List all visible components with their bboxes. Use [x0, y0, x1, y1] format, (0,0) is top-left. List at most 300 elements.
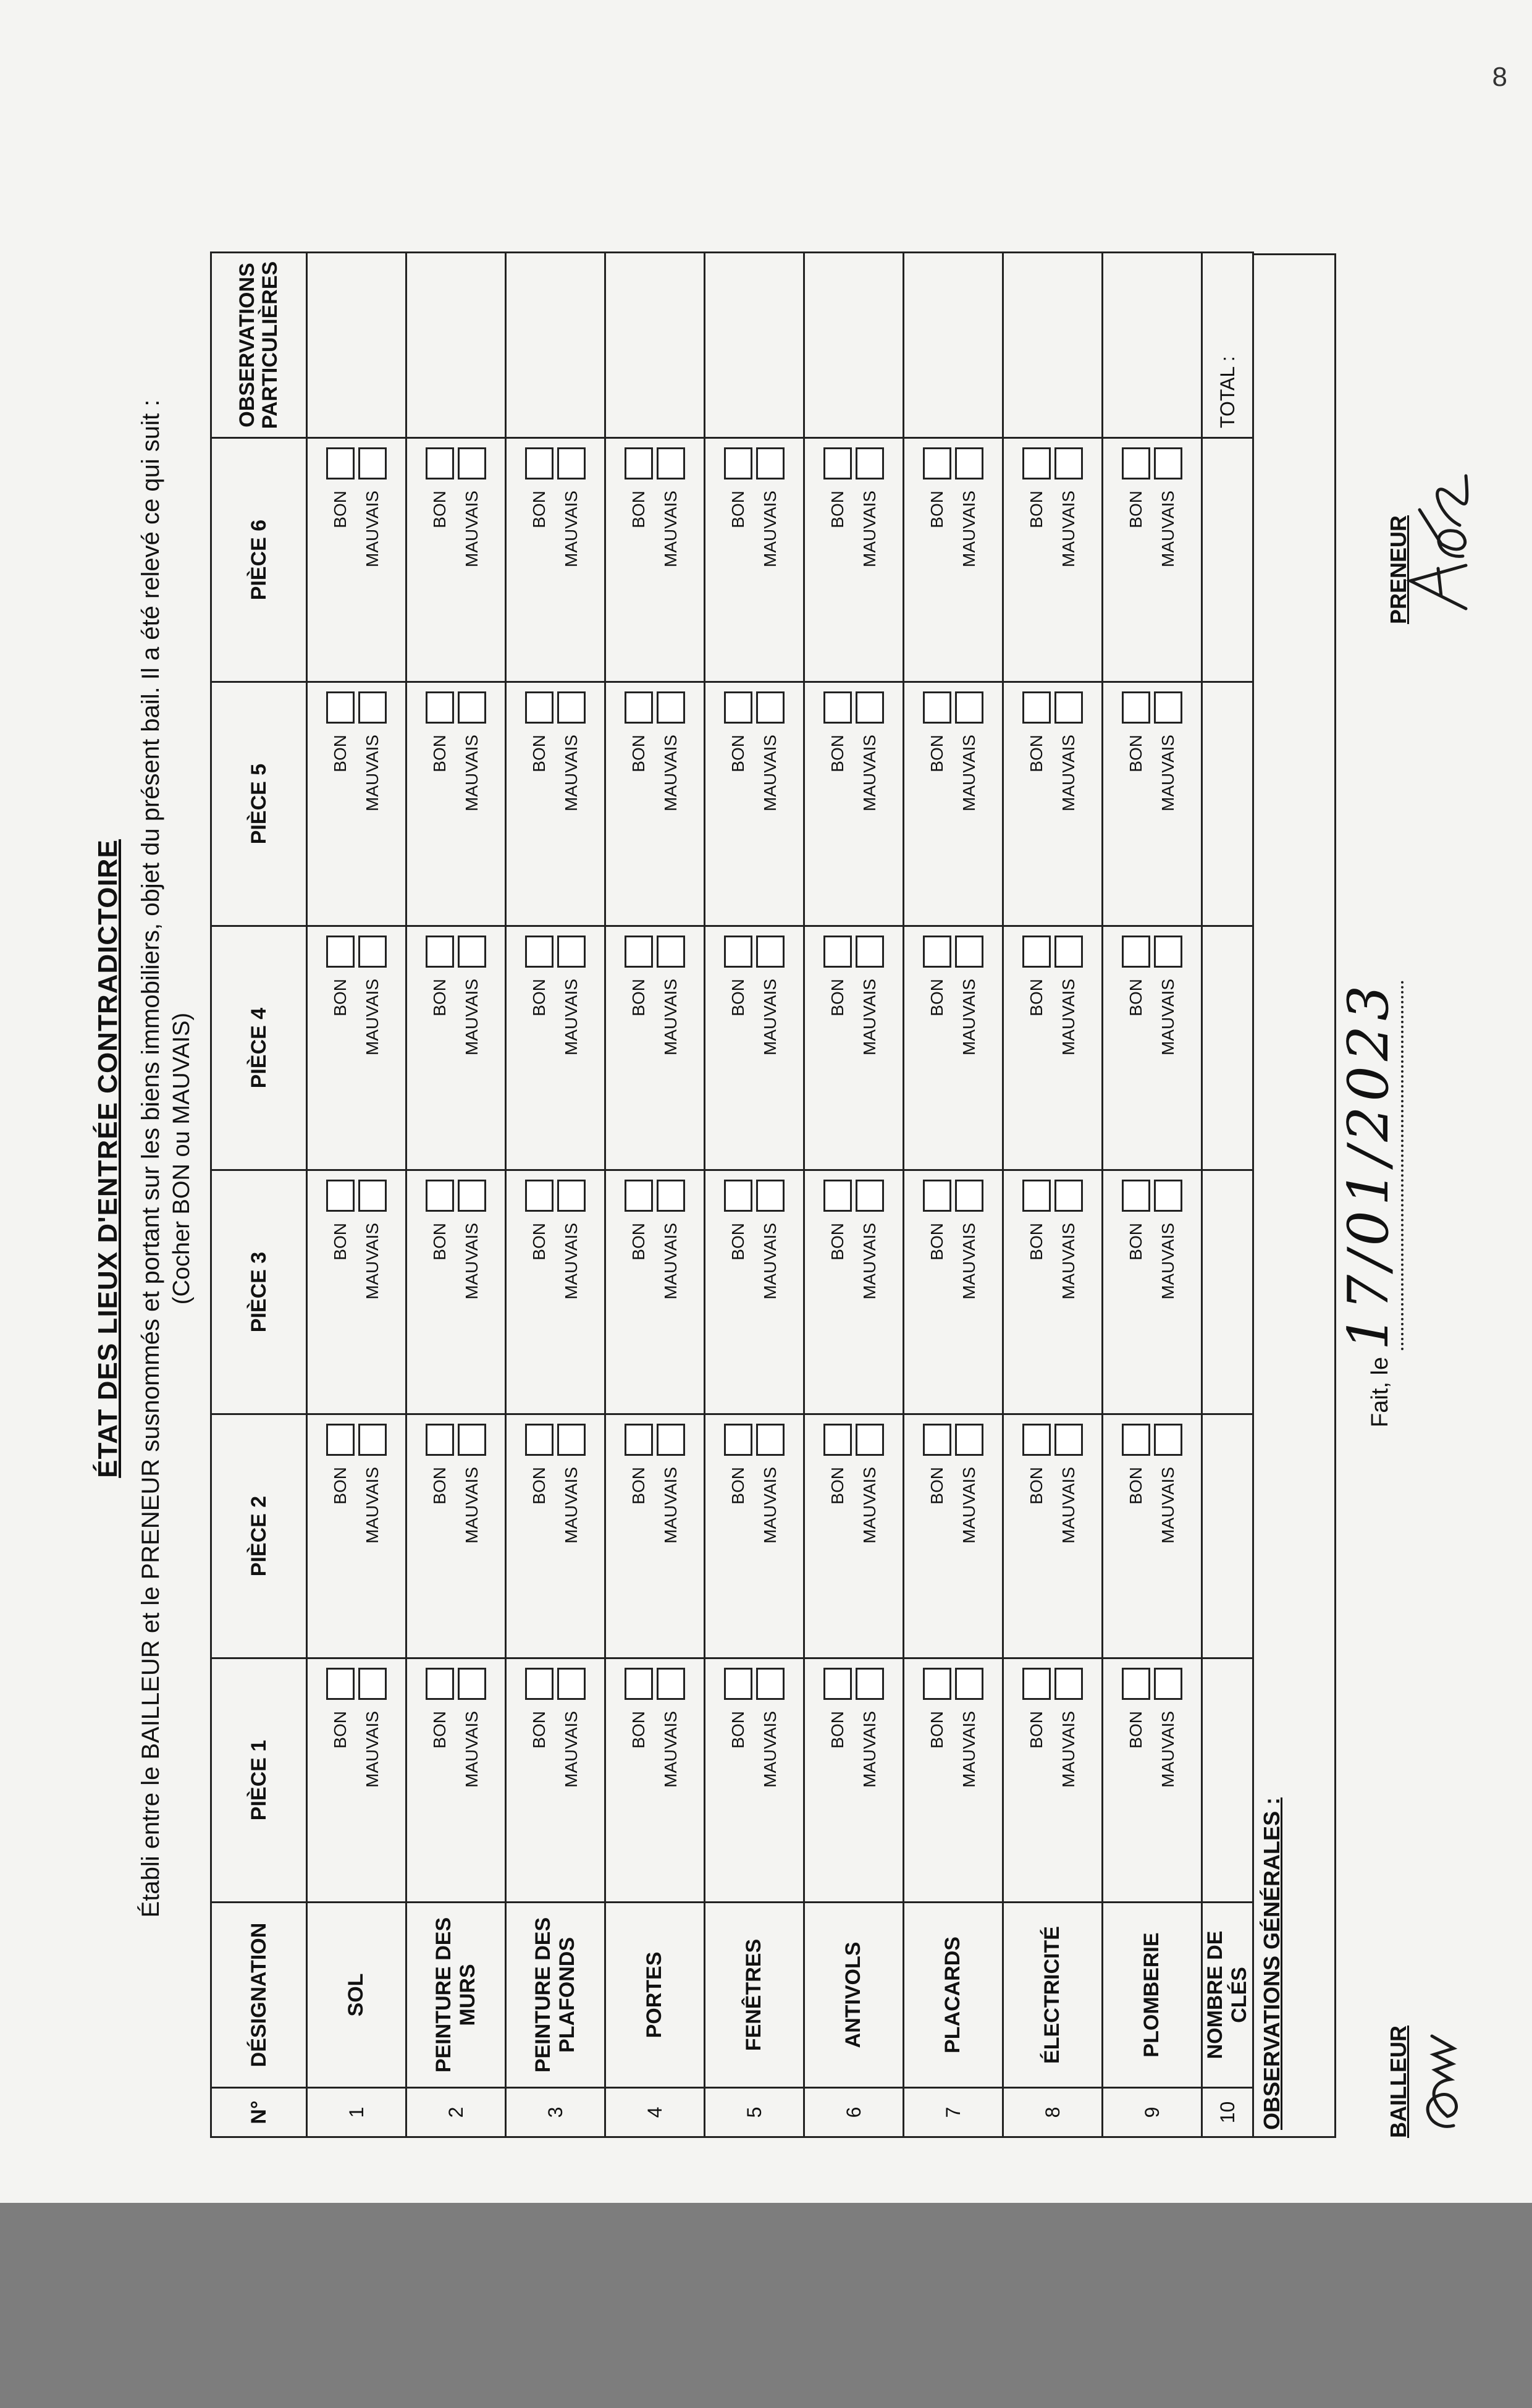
bon-label: BON	[330, 491, 350, 528]
option-bon	[523, 1424, 555, 1649]
mauvais-checkbox[interactable]	[1054, 1668, 1083, 1700]
bon-label: BON	[927, 1711, 946, 1749]
bon-label: BON	[728, 1711, 747, 1749]
condition-cell	[1003, 438, 1103, 682]
row-designation: PLACARDS	[904, 1903, 1003, 2088]
bon-checkbox[interactable]	[625, 936, 653, 968]
mauvais-checkbox[interactable]	[458, 447, 486, 479]
row-number: 5	[705, 2088, 804, 2137]
bon-label: BON	[728, 491, 747, 528]
row-number: 7	[904, 2088, 1003, 2137]
header-piece-4: PIÈCE 4	[211, 926, 307, 1170]
condition-cell	[605, 682, 705, 926]
mauvais-checkbox[interactable]	[1154, 691, 1182, 724]
mauvais-checkbox[interactable]	[756, 936, 785, 968]
bon-label: BON	[330, 979, 350, 1016]
bon-checkbox[interactable]	[625, 1180, 653, 1212]
option-mauvais	[1152, 447, 1184, 672]
mauvais-checkbox[interactable]	[657, 691, 685, 724]
bon-checkbox[interactable]	[625, 447, 653, 479]
keys-count-piece-5[interactable]	[1202, 682, 1253, 926]
mauvais-checkbox[interactable]	[657, 936, 685, 968]
bon-checkbox[interactable]	[1122, 1424, 1150, 1456]
option-bon	[921, 1668, 953, 1893]
mauvais-checkbox[interactable]	[756, 447, 785, 479]
option-bon	[324, 1668, 356, 1893]
page-number: 8	[1492, 62, 1507, 92]
general-observations-box[interactable]	[1254, 253, 1336, 2138]
bon-checkbox[interactable]	[1022, 936, 1051, 968]
row-designation: PEINTURE DES MURS	[406, 1903, 506, 2088]
mauvais-checkbox[interactable]	[358, 447, 387, 479]
mauvais-label: MAUVAIS	[1158, 979, 1177, 1055]
mauvais-label: MAUVAIS	[661, 491, 680, 567]
mauvais-label: MAUVAIS	[860, 735, 879, 811]
mauvais-label: MAUVAIS	[1158, 735, 1177, 811]
bon-label: BON	[529, 1711, 549, 1749]
bon-label: BON	[927, 979, 946, 1016]
row-observations[interactable]	[307, 253, 406, 438]
bon-checkbox[interactable]	[326, 936, 355, 968]
option-bon	[921, 691, 953, 916]
option-mauvais	[655, 936, 687, 1160]
condition-cell	[506, 1414, 605, 1658]
bon-checkbox[interactable]	[823, 691, 852, 724]
option-bon	[722, 691, 754, 916]
bon-checkbox[interactable]	[326, 447, 355, 479]
mauvais-checkbox[interactable]	[358, 1668, 387, 1700]
option-mauvais	[854, 1180, 886, 1405]
condition-cell	[705, 1170, 804, 1414]
bon-checkbox[interactable]	[326, 691, 355, 724]
mauvais-checkbox[interactable]	[1154, 447, 1182, 479]
bon-label: BON	[1126, 1711, 1145, 1749]
mauvais-label: MAUVAIS	[760, 1467, 780, 1544]
bailleur-signature-icon	[1404, 1977, 1472, 2138]
bailleur-label: BAILLEUR	[1386, 2026, 1412, 2138]
bon-checkbox[interactable]	[923, 936, 951, 968]
option-bon	[1120, 1668, 1152, 1893]
mauvais-label: MAUVAIS	[760, 979, 780, 1055]
mauvais-label: MAUVAIS	[959, 735, 979, 811]
date-handwritten: 17/01/2023	[1336, 981, 1404, 1351]
condition-cell	[1103, 682, 1202, 926]
option-mauvais	[1152, 691, 1184, 916]
bon-checkbox[interactable]	[625, 1668, 653, 1700]
bon-checkbox[interactable]	[525, 447, 553, 479]
instruction-suffix: )	[169, 1012, 195, 1021]
option-mauvais	[1152, 936, 1184, 1160]
mauvais-label: MAUVAIS	[462, 1467, 481, 1544]
bon-label: BON	[927, 1467, 946, 1505]
bon-label: BON	[330, 1467, 350, 1505]
mauvais-label: MAUVAIS	[1059, 735, 1078, 811]
mauvais-checkbox[interactable]	[657, 447, 685, 479]
mauvais-checkbox[interactable]	[458, 936, 486, 968]
option-mauvais	[1053, 1180, 1085, 1405]
option-mauvais	[1152, 1424, 1184, 1649]
bon-checkbox[interactable]	[923, 1424, 951, 1456]
option-bon	[1021, 1180, 1053, 1405]
mauvais-checkbox[interactable]	[856, 936, 884, 968]
mauvais-checkbox[interactable]	[358, 1180, 387, 1212]
mauvais-checkbox[interactable]	[756, 691, 785, 724]
row-observations[interactable]	[605, 253, 705, 438]
option-bon	[722, 447, 754, 672]
condition-cell	[804, 1414, 904, 1658]
option-bon	[523, 936, 555, 1160]
table-row	[506, 253, 605, 2137]
mauvais-checkbox[interactable]	[856, 691, 884, 724]
condition-cell	[605, 438, 705, 682]
option-mauvais	[754, 1668, 786, 1893]
mauvais-checkbox[interactable]	[557, 936, 586, 968]
mauvais-checkbox[interactable]	[1054, 447, 1083, 479]
option-bon	[623, 691, 655, 916]
mauvais-label: MAUVAIS	[462, 1711, 481, 1788]
condition-cell	[1103, 438, 1202, 682]
option-bon	[822, 691, 854, 916]
row-designation: FENÊTRES	[705, 1903, 804, 2088]
bon-checkbox[interactable]	[823, 1180, 852, 1212]
table-row	[904, 253, 1003, 2137]
bon-label: BON	[629, 735, 648, 772]
option-bon	[1120, 691, 1152, 916]
mauvais-checkbox[interactable]	[657, 1180, 685, 1212]
bon-checkbox[interactable]	[525, 1180, 553, 1212]
header-observations: OBSERVATIONS PARTICULIÈRES	[211, 253, 307, 438]
bon-checkbox[interactable]	[923, 447, 951, 479]
option-bon	[822, 1180, 854, 1405]
mauvais-checkbox[interactable]	[458, 1668, 486, 1700]
bon-label: BON	[828, 979, 847, 1016]
option-mauvais	[356, 447, 389, 672]
bon-checkbox[interactable]	[426, 1180, 454, 1212]
keys-count-piece-4[interactable]	[1202, 926, 1253, 1170]
mauvais-checkbox[interactable]	[856, 1668, 884, 1700]
row-designation: PLOMBERIE	[1103, 1903, 1202, 2088]
row-designation: SOL	[307, 1903, 406, 2088]
mauvais-label: MAUVAIS	[363, 1467, 382, 1544]
table-row	[605, 253, 705, 2137]
option-mauvais	[356, 1668, 389, 1893]
row-number: 2	[406, 2088, 506, 2137]
bon-checkbox[interactable]	[1022, 1180, 1051, 1212]
mauvais-checkbox[interactable]	[358, 691, 387, 724]
mauvais-label: MAUVAIS	[363, 1223, 382, 1299]
condition-cell	[406, 1414, 506, 1658]
table-body	[307, 253, 1253, 2137]
option-mauvais	[953, 691, 985, 916]
option-mauvais	[555, 1180, 587, 1405]
mauvais-checkbox[interactable]	[1154, 936, 1182, 968]
bon-label: BON	[629, 979, 648, 1016]
option-bon	[921, 1180, 953, 1405]
mauvais-checkbox[interactable]	[756, 1424, 785, 1456]
bon-label: BON	[828, 1223, 847, 1261]
bon-label: BON	[330, 1711, 350, 1749]
bon-checkbox[interactable]	[625, 1424, 653, 1456]
bon-checkbox[interactable]	[823, 936, 852, 968]
mauvais-label: MAUVAIS	[1059, 979, 1078, 1055]
keys-row-number: 10	[1202, 2088, 1253, 2137]
condition-cell	[904, 1414, 1003, 1658]
mauvais-checkbox[interactable]	[458, 691, 486, 724]
condition-cell	[1003, 1414, 1103, 1658]
option-mauvais	[655, 691, 687, 916]
bon-checkbox[interactable]	[426, 936, 454, 968]
mauvais-checkbox[interactable]	[1054, 691, 1083, 724]
bon-checkbox[interactable]	[1022, 447, 1051, 479]
bon-checkbox[interactable]	[923, 691, 951, 724]
bon-checkbox[interactable]	[724, 1668, 752, 1700]
mauvais-checkbox[interactable]	[1154, 1668, 1182, 1700]
option-mauvais	[854, 691, 886, 916]
condition-cell	[705, 1658, 804, 1903]
condition-cell	[804, 438, 904, 682]
condition-cell	[705, 926, 804, 1170]
fait-le-label: Fait, le	[1367, 1356, 1394, 1427]
option-bon	[1120, 1180, 1152, 1405]
bon-label: BON	[728, 1467, 747, 1505]
bon-label: BON	[728, 735, 747, 772]
mauvais-checkbox[interactable]	[1054, 936, 1083, 968]
bon-checkbox[interactable]	[823, 447, 852, 479]
mauvais-label: MAUVAIS	[363, 735, 382, 811]
condition-cell	[804, 1170, 904, 1414]
mauvais-label: MAUVAIS	[661, 1223, 680, 1299]
mauvais-checkbox[interactable]	[358, 1424, 387, 1456]
condition-cell	[705, 438, 804, 682]
bon-checkbox[interactable]	[923, 1668, 951, 1700]
row-observations[interactable]	[1003, 253, 1103, 438]
table-row	[307, 253, 406, 2137]
option-mauvais	[1152, 1180, 1184, 1405]
bon-checkbox[interactable]	[525, 1668, 553, 1700]
option-bon	[424, 936, 456, 1160]
preneur-label: PRENEUR	[1386, 515, 1412, 624]
bon-checkbox[interactable]	[426, 1424, 454, 1456]
option-bon	[424, 691, 456, 916]
rotated-form	[93, 154, 1412, 2163]
bon-checkbox[interactable]	[923, 1180, 951, 1212]
row-observations[interactable]	[804, 253, 904, 438]
keys-count-piece-3[interactable]	[1202, 1170, 1253, 1414]
option-bon	[1021, 691, 1053, 916]
option-mauvais	[356, 936, 389, 1160]
mauvais-label: MAUVAIS	[1059, 1711, 1078, 1788]
bon-label: BON	[1027, 979, 1046, 1016]
option-mauvais	[1053, 1668, 1085, 1893]
condition-cell	[605, 1414, 705, 1658]
mauvais-checkbox[interactable]	[557, 1180, 586, 1212]
mauvais-checkbox[interactable]	[1154, 1424, 1182, 1456]
option-mauvais	[854, 1424, 886, 1649]
mauvais-checkbox[interactable]	[1054, 1424, 1083, 1456]
option-bon	[523, 691, 555, 916]
inspection-table	[210, 251, 1254, 2138]
bon-label: BON	[927, 491, 946, 528]
row-observations[interactable]	[904, 253, 1003, 438]
keys-count-piece-1[interactable]	[1202, 1658, 1253, 1903]
bon-checkbox[interactable]	[1122, 691, 1150, 724]
condition-cell	[705, 682, 804, 926]
mauvais-label: MAUVAIS	[562, 735, 581, 811]
row-observations[interactable]	[506, 253, 605, 438]
table-row	[804, 253, 904, 2137]
bon-checkbox[interactable]	[1122, 447, 1150, 479]
bon-label: BON	[1027, 491, 1046, 528]
row-observations[interactable]	[705, 253, 804, 438]
bon-label: BON	[1126, 491, 1145, 528]
mauvais-label: MAUVAIS	[1059, 1467, 1078, 1544]
condition-cell	[804, 1658, 904, 1903]
mauvais-checkbox[interactable]	[458, 1180, 486, 1212]
row-designation: ANTIVOLS	[804, 1903, 904, 2088]
bon-checkbox[interactable]	[823, 1668, 852, 1700]
option-mauvais	[953, 1424, 985, 1649]
bon-checkbox[interactable]	[1022, 1668, 1051, 1700]
mauvais-checkbox[interactable]	[856, 1180, 884, 1212]
bon-label: BON	[430, 979, 449, 1016]
bon-checkbox[interactable]	[625, 691, 653, 724]
mauvais-checkbox[interactable]	[955, 1668, 983, 1700]
mauvais-checkbox[interactable]	[557, 1424, 586, 1456]
condition-cell	[1003, 926, 1103, 1170]
mauvais-label: MAUVAIS	[860, 979, 879, 1055]
mauvais-label: MAUVAIS	[959, 1467, 979, 1544]
mauvais-label: MAUVAIS	[1059, 491, 1078, 567]
bon-checkbox[interactable]	[724, 1424, 752, 1456]
bon-checkbox[interactable]	[426, 1668, 454, 1700]
bon-checkbox[interactable]	[724, 447, 752, 479]
option-bon	[1120, 1424, 1152, 1649]
mauvais-checkbox[interactable]	[955, 447, 983, 479]
mauvais-checkbox[interactable]	[955, 1180, 983, 1212]
condition-cell	[307, 926, 406, 1170]
bon-checkbox[interactable]	[724, 1180, 752, 1212]
bon-checkbox[interactable]	[724, 936, 752, 968]
general-observations-label: OBSERVATIONS GÉNÉRALES :	[1259, 1797, 1285, 2130]
condition-cell	[506, 438, 605, 682]
bon-label: BON	[629, 491, 648, 528]
condition-cell	[506, 1658, 605, 1903]
option-bon	[324, 936, 356, 1160]
header-piece-1: PIÈCE 1	[211, 1658, 307, 1903]
mauvais-checkbox[interactable]	[955, 1424, 983, 1456]
mauvais-checkbox[interactable]	[1154, 1180, 1182, 1212]
option-bon	[722, 1424, 754, 1649]
bon-checkbox[interactable]	[525, 691, 553, 724]
mauvais-checkbox[interactable]	[856, 1424, 884, 1456]
bon-label: BON	[828, 1711, 847, 1749]
mauvais-label: MAUVAIS	[661, 1711, 680, 1788]
keys-count-piece-6[interactable]	[1202, 438, 1253, 682]
mauvais-checkbox[interactable]	[657, 1668, 685, 1700]
bon-label: BON	[828, 1467, 847, 1505]
option-mauvais	[356, 691, 389, 916]
option-mauvais	[555, 1668, 587, 1893]
bon-checkbox[interactable]	[426, 447, 454, 479]
mauvais-checkbox[interactable]	[557, 691, 586, 724]
option-bon	[822, 447, 854, 672]
mauvais-checkbox[interactable]	[955, 691, 983, 724]
bon-label: BON	[828, 491, 847, 528]
bon-checkbox[interactable]	[823, 1424, 852, 1456]
option-mauvais	[655, 447, 687, 672]
option-mauvais	[953, 447, 985, 672]
mauvais-checkbox[interactable]	[756, 1668, 785, 1700]
mauvais-checkbox[interactable]	[955, 936, 983, 968]
option-mauvais	[1053, 691, 1085, 916]
mauvais-label: MAUVAIS	[760, 491, 780, 567]
condition-cell	[307, 438, 406, 682]
bon-checkbox[interactable]	[525, 1424, 553, 1456]
row-observations[interactable]	[406, 253, 506, 438]
mauvais-label: MAUVAIS	[562, 979, 581, 1055]
condition-cell	[705, 1414, 804, 1658]
preneur-signature-icon	[1398, 463, 1478, 618]
mauvais-checkbox[interactable]	[756, 1180, 785, 1212]
bon-checkbox[interactable]	[326, 1424, 355, 1456]
option-mauvais	[456, 1668, 488, 1893]
mauvais-checkbox[interactable]	[458, 1424, 486, 1456]
bon-checkbox[interactable]	[1122, 936, 1150, 968]
row-observations[interactable]	[1103, 253, 1202, 438]
mauvais-checkbox[interactable]	[557, 447, 586, 479]
mauvais-label: MAUVAIS	[363, 1711, 382, 1788]
mauvais-checkbox[interactable]	[358, 936, 387, 968]
option-bon	[324, 691, 356, 916]
mauvais-label: MAUVAIS	[1059, 1223, 1078, 1299]
mauvais-checkbox[interactable]	[657, 1424, 685, 1456]
mauvais-checkbox[interactable]	[1054, 1180, 1083, 1212]
keys-count-piece-2[interactable]	[1202, 1414, 1253, 1658]
mauvais-checkbox[interactable]	[557, 1668, 586, 1700]
bon-label: BON	[430, 491, 449, 528]
bon-checkbox[interactable]	[326, 1668, 355, 1700]
bon-checkbox[interactable]	[426, 691, 454, 724]
condition-cell	[1103, 1414, 1202, 1658]
option-bon	[822, 1424, 854, 1649]
bon-checkbox[interactable]	[1122, 1668, 1150, 1700]
bon-label: BON	[629, 1467, 648, 1505]
mauvais-label: MAUVAIS	[1158, 491, 1177, 567]
mauvais-label: MAUVAIS	[1158, 1467, 1177, 1544]
bon-label: BON	[1126, 979, 1145, 1016]
mauvais-label: MAUVAIS	[562, 1223, 581, 1299]
option-mauvais	[655, 1668, 687, 1893]
option-mauvais	[356, 1180, 389, 1405]
bon-checkbox[interactable]	[1122, 1180, 1150, 1212]
condition-cell	[406, 926, 506, 1170]
bon-label: BON	[529, 1467, 549, 1505]
option-mauvais	[555, 691, 587, 916]
bon-label: BON	[728, 1223, 747, 1261]
bon-checkbox[interactable]	[326, 1180, 355, 1212]
bon-checkbox[interactable]	[724, 691, 752, 724]
bon-checkbox[interactable]	[1022, 1424, 1051, 1456]
option-mauvais	[854, 447, 886, 672]
mauvais-label: MAUVAIS	[959, 979, 979, 1055]
bon-checkbox[interactable]	[525, 936, 553, 968]
condition-cell	[605, 1170, 705, 1414]
condition-cell	[1003, 682, 1103, 926]
bon-checkbox[interactable]	[1022, 691, 1051, 724]
option-bon	[424, 1180, 456, 1405]
mauvais-checkbox[interactable]	[856, 447, 884, 479]
mauvais-label: MAUVAIS	[661, 1467, 680, 1544]
